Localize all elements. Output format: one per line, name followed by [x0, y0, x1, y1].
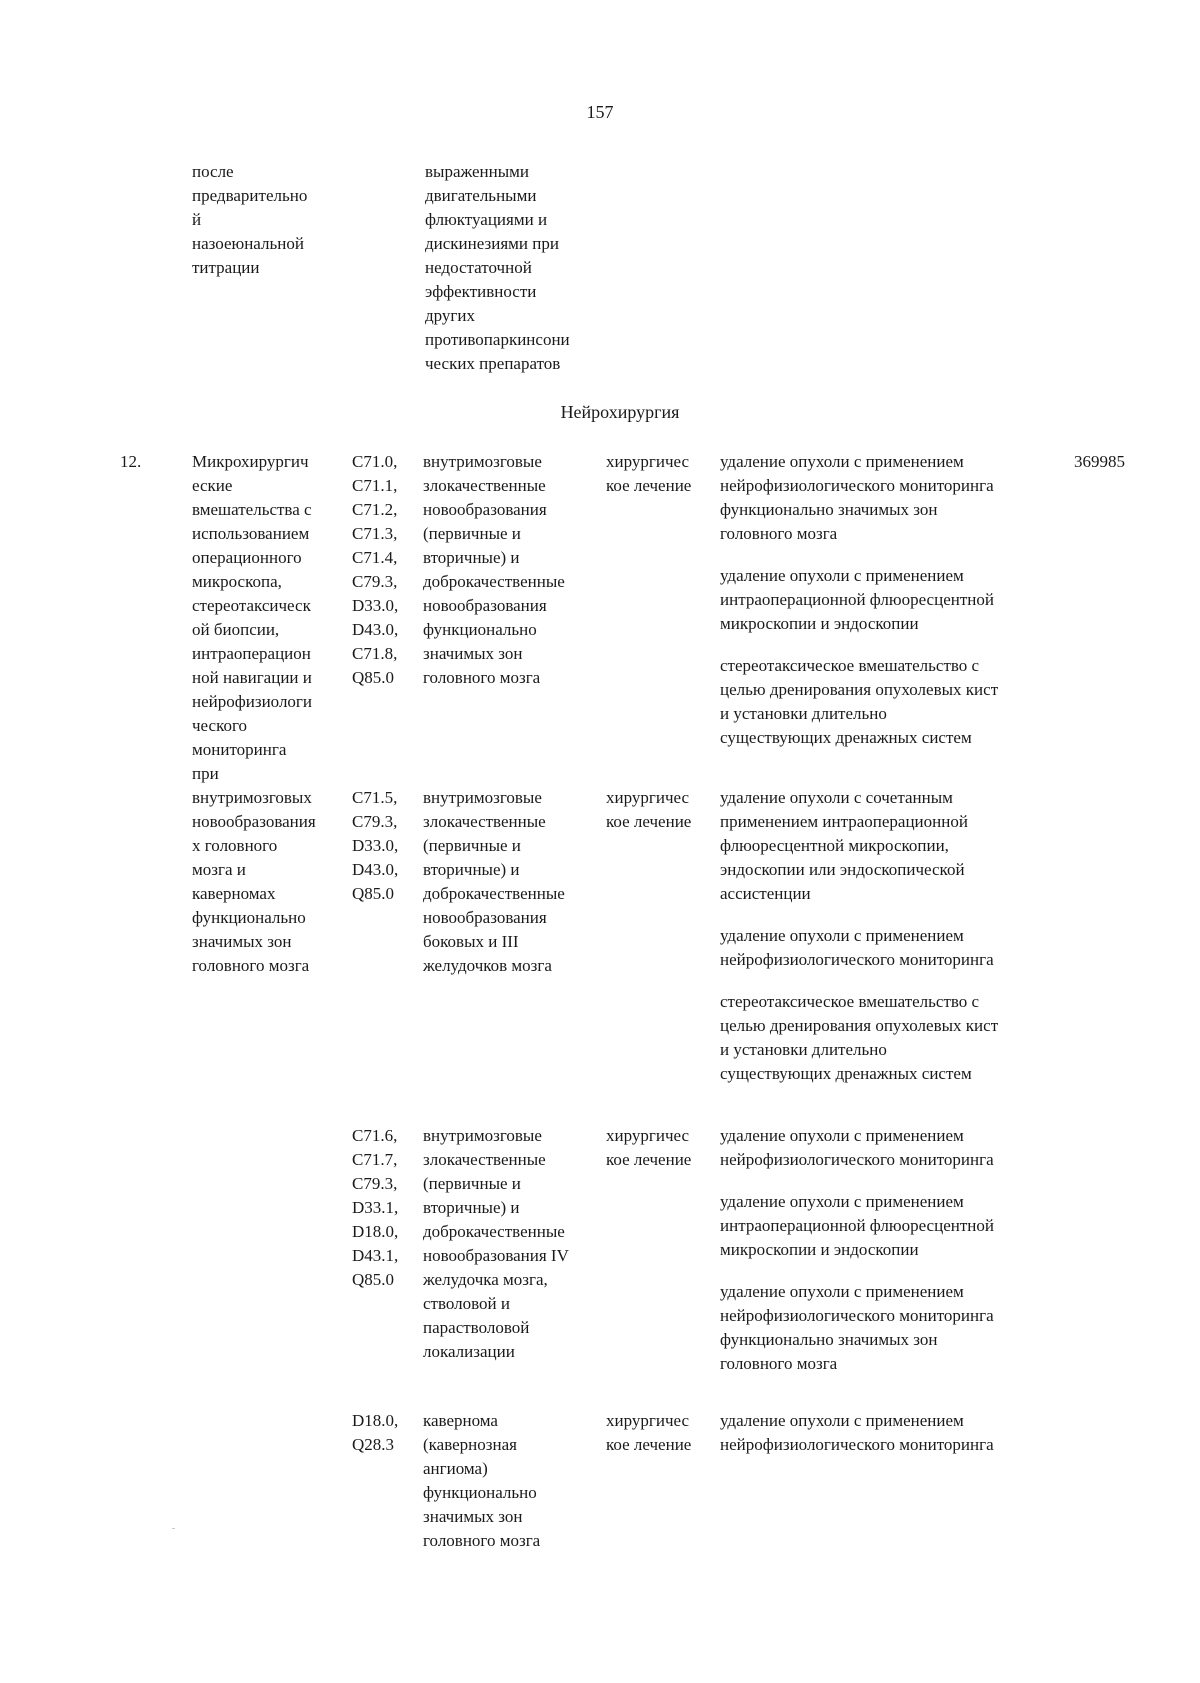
- page-number: 157: [586, 102, 614, 122]
- patient-model-cell: внутримозговые злокачественные (первичные и вторичные) и доброкачественные новообразования боковых и III желудочков мозга: [423, 788, 565, 975]
- treatment-type-cell: хирургичес кое лечение: [606, 788, 692, 831]
- patient-model-cell: внутримозговые злокачественные (первичные и вторичные) и доброкачественные новообразования IV желудочка мозга, стволовой и парастволовой локализации: [423, 1126, 569, 1361]
- treatment-type-cell: хирургичес кое лечение: [606, 1411, 692, 1454]
- method-item: удаление опухоли с сочетанным применением интраоперационной флюоресцентной микроскопии, эндоскопии или эндоскопической ассистенции: [720, 788, 968, 903]
- methods-list: [720, 1124, 1060, 1394]
- row-name-cell: Микрохирургич еские вмешательства с использованием операционного микроскопа, стереотаксическ ой биопсии, интраоперацион ной навигации и нейрофизиологи ческого мониторинга при внутримозговых новообразования х головного мозга и каверномах функционально значимых зон головного мозга: [192, 452, 316, 975]
- treatment-type-cell: хирургичес кое лечение: [606, 452, 692, 495]
- row-number: 12.: [120, 452, 142, 471]
- methods-list: [720, 786, 1060, 1104]
- scan-artifact-mark: [172, 1528, 175, 1529]
- method-item: удаление опухоли с применением нейрофизиологического мониторинга: [720, 1126, 994, 1169]
- method-item: стереотаксическое вмешательство с целью дренирования опухолевых кист и установки длительно существующих дренажных систем: [720, 656, 999, 747]
- methods-list: [720, 1409, 1060, 1475]
- icd-codes-cell: C71.5, C79.3, D33.0, D43.0, Q85.0: [352, 788, 399, 903]
- icd-codes-cell: C71.6, C71.7, C79.3, D33.1, D18.0, D43.1, Q85.0: [352, 1126, 399, 1289]
- section-title: Нейрохирургия: [560, 402, 680, 422]
- treatment-type-cell: хирургичес кое лечение: [606, 1126, 692, 1169]
- method-item: удаление опухоли с применением нейрофизиологического мониторинга: [720, 1411, 994, 1454]
- method-item: удаление опухоли с применением интраоперационной флюоресцентной микроскопии и эндоскопии: [720, 566, 994, 633]
- patient-model-cell: кавернома (кавернозная ангиома) функционально значимых зон головного мозга: [423, 1411, 541, 1550]
- method-item: удаление опухоли с применением нейрофизиологического мониторинга функционально значимых зон головного мозга: [720, 452, 994, 543]
- method-item: удаление опухоли с применением нейрофизиологического мониторинга функционально значимых зон головного мозга: [720, 1282, 994, 1373]
- icd-codes-cell: D18.0, Q28.3: [352, 1411, 399, 1454]
- patient-model-cell: внутримозговые злокачественные новообразования (первичные и вторичные) и доброкачественные новообразования функционально значимых зон головного мозга: [423, 452, 565, 687]
- continuation-name-cell: после предварительно й назоеюнальной титрации: [192, 162, 308, 277]
- icd-codes-cell: C71.0, C71.1, C71.2, C71.3, C71.4, C79.3, D33.0, D43.0, C71.8, Q85.0: [352, 452, 399, 687]
- continuation-model-cell: выраженными двигательными флюктуациями и дискинезиями при недостаточной эффективности других противопаркинсони ческих препаратов: [425, 162, 570, 373]
- methods-list: [720, 450, 1060, 768]
- method-item: удаление опухоли с применением интраоперационной флюоресцентной микроскопии и эндоскопии: [720, 1192, 994, 1259]
- method-item: стереотаксическое вмешательство с целью дренирования опухолевых кист и установки длительно существующих дренажных систем: [720, 992, 999, 1083]
- row-cost: 369985: [1074, 452, 1125, 471]
- method-item: удаление опухоли с применением нейрофизиологического мониторинга: [720, 926, 994, 969]
